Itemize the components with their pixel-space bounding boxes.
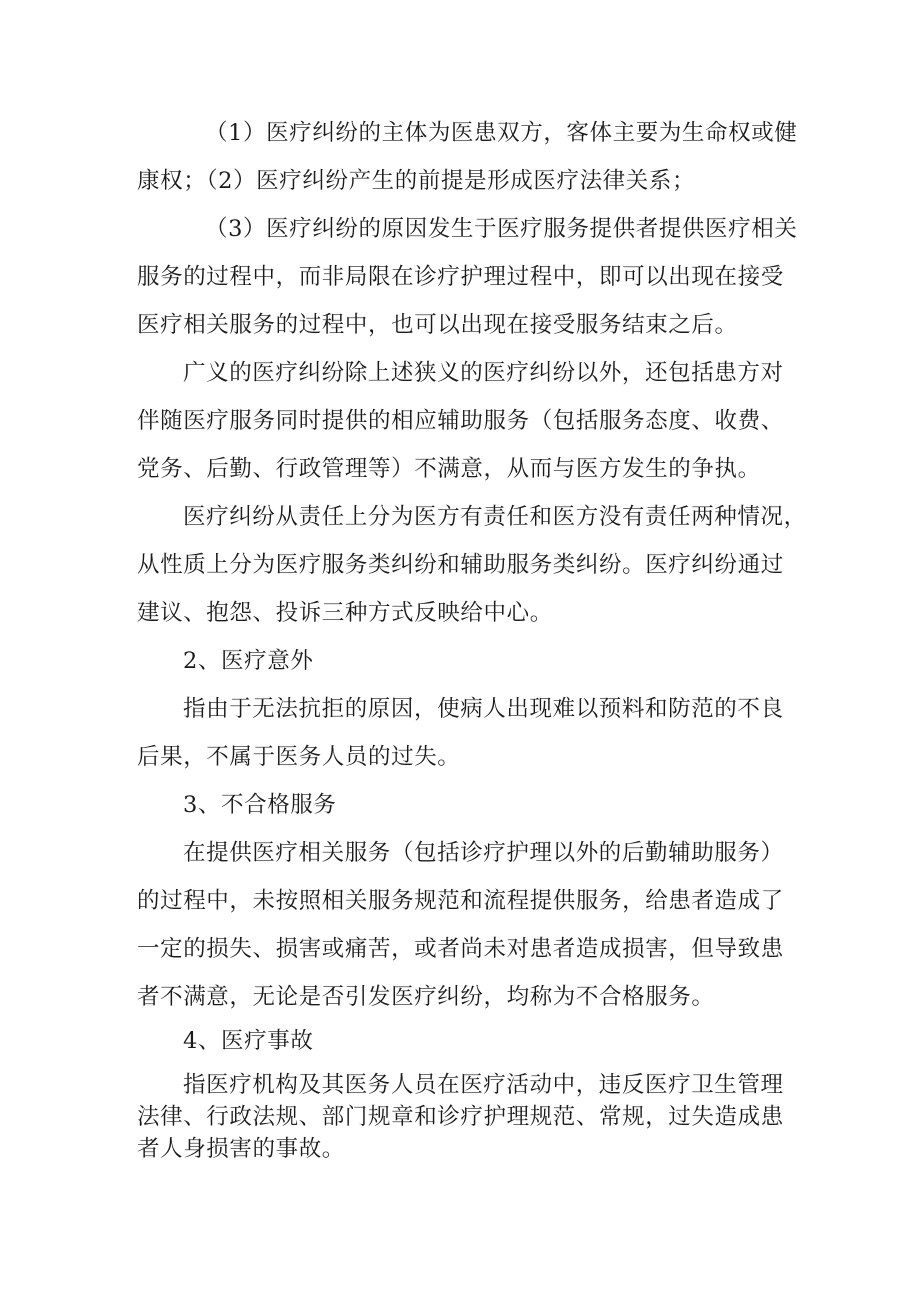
paragraph-5-line-2: 后果，不属于医务人员的过失。: [137, 744, 461, 770]
paragraph-4-line-3: 建议、抱怨、投诉三种方式反映给中心。: [137, 600, 553, 626]
heading-2-medical-accident: 2、医疗意外: [183, 648, 314, 674]
paragraph-5-line-1: 指由于无法抗拒的原因，使病人出现难以预料和防范的不良: [183, 696, 784, 722]
paragraph-1-line-2: 康权；（2）医疗纠纷产生的前提是形成医疗法律关系；: [137, 168, 696, 194]
paragraph-2-line-1: （3）医疗纠纷的原因发生于医疗服务提供者提供医疗相关: [205, 216, 798, 242]
heading-3-unqualified-service: 3、不合格服务: [183, 792, 337, 818]
paragraph-7-line-1: 指医疗机构及其医务人员在医疗活动中，违反医疗卫生管理: [183, 1072, 784, 1098]
paragraph-6-line-1: 在提供医疗相关服务（包括诊疗护理以外的后勤辅助服务）: [183, 840, 784, 866]
paragraph-7-line-3: 者人身损害的事故。: [137, 1136, 345, 1162]
paragraph-4-line-1: 医疗纠纷从责任上分为医方有责任和医方没有责任两种情况，: [183, 504, 807, 530]
paragraph-6-line-3: 一定的损失、损害或痛苦，或者尚未对患者造成损害，但导致患: [137, 936, 784, 962]
paragraph-2-line-3: 医疗相关服务的过程中，也可以出现在接受服务结束之后。: [137, 312, 738, 338]
heading-4-medical-incident: 4、医疗事故: [183, 1028, 314, 1054]
paragraph-2-line-2: 服务的过程中，而非局限在诊疗护理过程中，即可以出现在接受: [137, 264, 784, 290]
paragraph-1-line-1: （1）医疗纠纷的主体为医患双方，客体主要为生命权或健: [205, 120, 798, 146]
paragraph-6-line-4: 者不满意，无论是否引发医疗纠纷，均称为不合格服务。: [137, 984, 715, 1010]
paragraph-7-line-2: 法律、行政法规、部门规章和诊疗护理规范、常规，过失造成患: [137, 1104, 784, 1130]
paragraph-3-line-2: 伴随医疗服务同时提供的相应辅助服务（包括服务态度、收费、: [137, 408, 784, 434]
paragraph-6-line-2: 的过程中，未按照相关服务规范和流程提供服务，给患者造成了: [137, 888, 784, 914]
paragraph-3-line-3: 党务、后勤、行政管理等）不满意，从而与医方发生的争执。: [137, 456, 761, 482]
paragraph-3-line-1: 广义的医疗纠纷除上述狭义的医疗纠纷以外，还包括患方对: [183, 360, 784, 386]
paragraph-4-line-2: 从性质上分为医疗服务类纠纷和辅助服务类纠纷。医疗纠纷通过: [137, 552, 784, 578]
